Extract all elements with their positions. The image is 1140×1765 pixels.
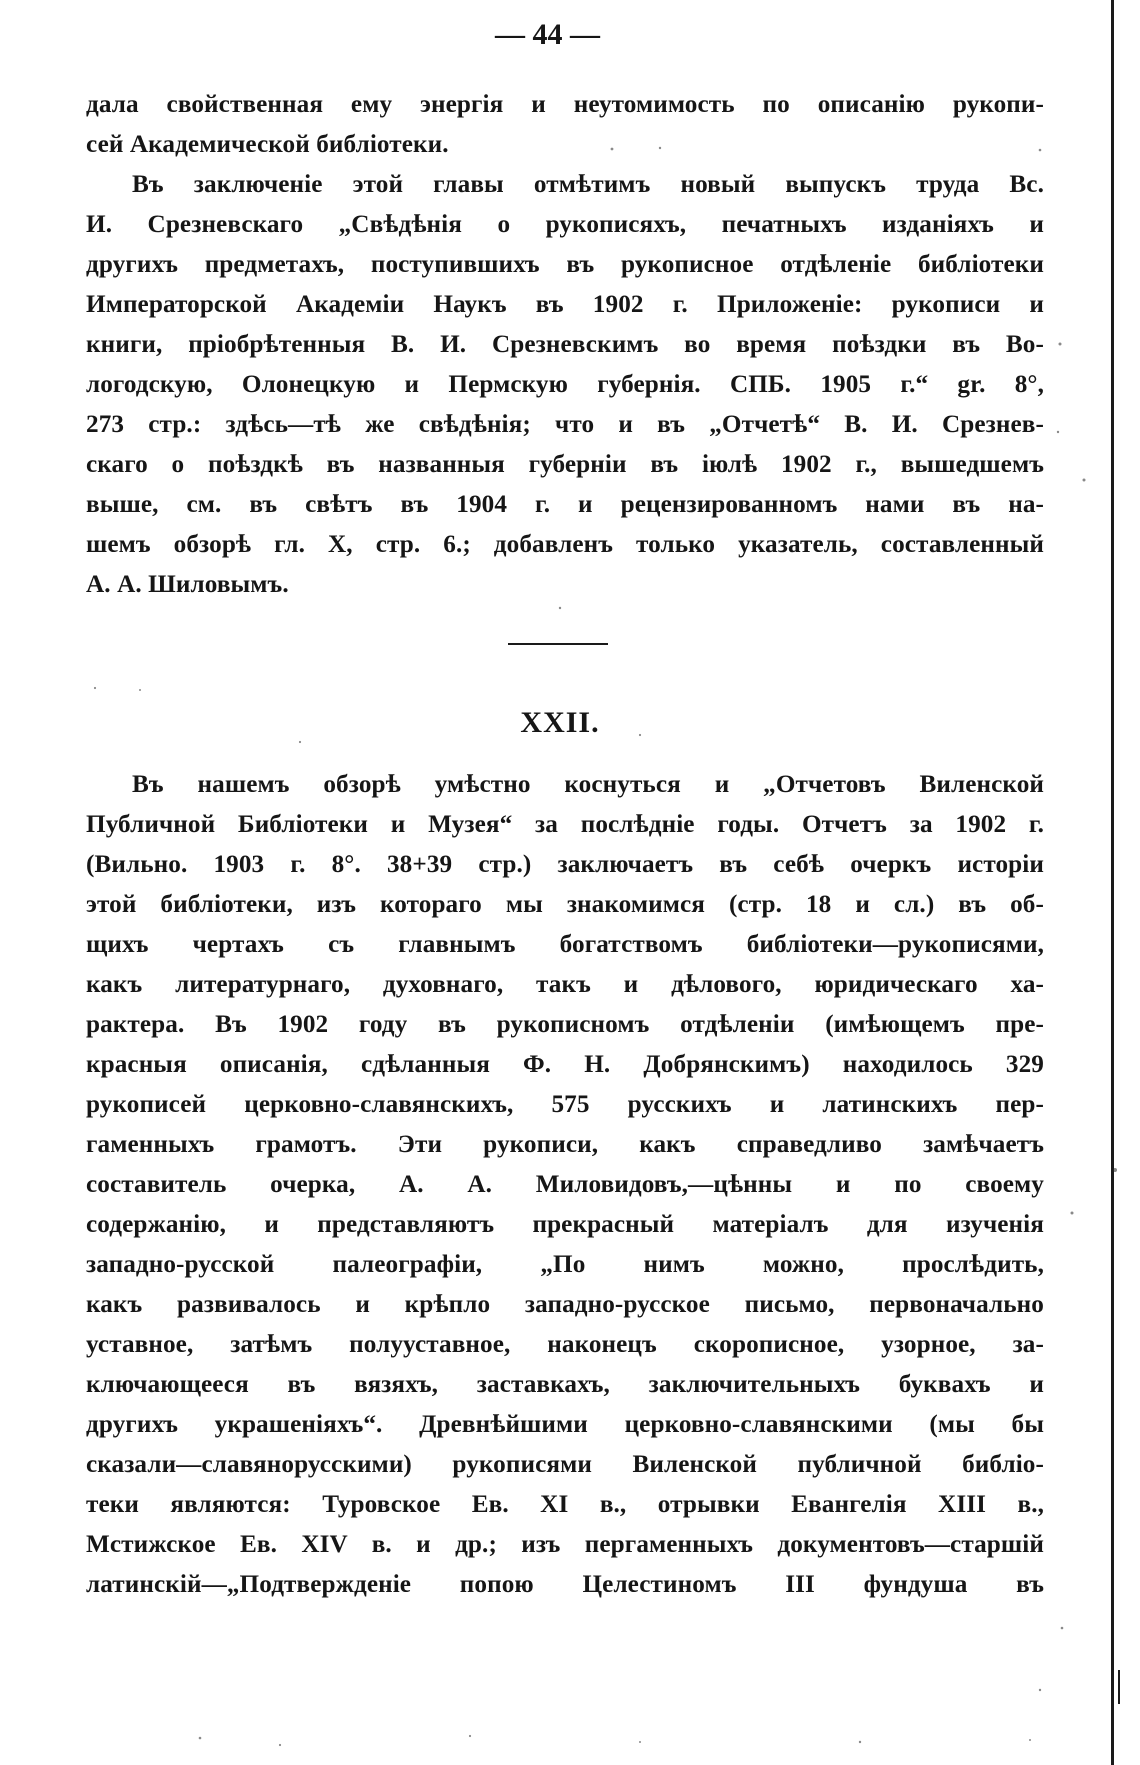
text-line: уставное, затѣмъ полууставное, наконецъ скорописное, узорное, за- (86, 1331, 1044, 1358)
section-heading: XXII. (520, 706, 600, 739)
text-line: шемъ обзорѣ гл. X, стр. 6.; добавленъ только указатель, составленный (86, 531, 1044, 558)
text-line: другихъ предметахъ, поступившихъ въ рукописное отдѣленіе библіотеки (86, 251, 1044, 278)
text-line: скаго о поѣздкѣ въ названныя губерніи въ іюлѣ 1902 г., вышедшемъ (86, 451, 1044, 478)
text-line: дала свойственная ему энергія и неутомимость по описанію рукопи- (86, 91, 1044, 118)
text-line: какъ развивалось и крѣпло западно-русское письмо, первоначально (86, 1291, 1044, 1318)
text-line: латинскій—„Подтвержденіе попою Целестиномъ III фундуша въ (86, 1571, 1044, 1598)
text-line: сей Академической библіотеки. (86, 131, 449, 158)
text-line: какъ литературнаго, духовнаго, такъ и дѣлового, юридическаго ха- (86, 971, 1044, 998)
section-separator-rule (508, 643, 608, 645)
text-line: рактера. Въ 1902 году въ рукописномъ отдѣленіи (имѣющемъ пре- (86, 1011, 1044, 1038)
text-line: выше, см. въ свѣтъ въ 1904 г. и рецензированномъ нами въ на- (86, 491, 1044, 518)
text-line: гаменныхъ грамотъ. Эти рукописи, какъ справедливо замѣчаетъ (86, 1131, 1044, 1158)
text-line: (Вильно. 1903 г. 8°. 38+39 стр.) заключаетъ въ себѣ очеркъ исторіи (86, 851, 1044, 878)
text-line: другихъ украшеніяхъ“. Древнѣйшими церковно-славянскими (мы бы (86, 1411, 1044, 1438)
text-line: Въ нашемъ обзорѣ умѣстно коснуться и „Отчетовъ Виленской (132, 771, 1044, 798)
text-line: составитель очерка, А. А. Миловидовъ,—цѣнны и по своему (86, 1171, 1044, 1198)
text-line: И. Срезневскаго „Свѣдѣнія о рукописяхъ, печатныхъ изданіяхъ и (86, 211, 1044, 238)
text-line: Публичной Библіотеки и Музея“ за послѣдніе годы. Отчетъ за 1902 г. (86, 811, 1044, 838)
text-line: А. А. Шиловымъ. (86, 571, 289, 598)
text-line: щихъ чертахъ съ главнымъ богатствомъ библіотеки—рукописями, (86, 931, 1044, 958)
text-line: Мстижское Ев. XIV в. и др.; изъ пергаменныхъ документовъ—старшій (86, 1531, 1044, 1558)
text-line: книги, пріобрѣтенныя В. И. Срезневскимъ во время поѣздки въ Во- (86, 331, 1044, 358)
text-line: логодскую, Олонецкую и Пермскую губернія. СПБ. 1905 г.“ gr. 8°, (86, 371, 1044, 398)
text-line: западно-русской палеографіи, „По нимъ можно, прослѣдить, (86, 1251, 1044, 1278)
text-line: сказали—славянорусскими) рукописями Виленской публичной библіо- (86, 1451, 1044, 1478)
text-line: Въ заключеніе этой главы отмѣтимъ новый выпускъ труда Вс. (132, 171, 1044, 198)
section-22-body (86, 765, 1044, 1605)
page-number: — 44 — (495, 18, 600, 51)
text-line: красныя описанія, сдѣланныя Ф. Н. Добрянскимъ) находилось 329 (86, 1051, 1044, 1078)
text-line: этой библіотеки, изъ котораго мы знакомимся (стр. 18 и сл.) въ об- (86, 891, 1044, 918)
text-line: содержанію, и представляютъ прекрасный матеріалъ для изученія (86, 1211, 1044, 1238)
text-line: Императорской Академіи Наукъ въ 1902 г. Приложеніе: рукописи и (86, 291, 1044, 318)
text-line: 273 стр.: здѣсь—тѣ же свѣдѣнія; что и въ „Отчетѣ“ В. И. Срезнев- (86, 411, 1044, 438)
page-edge-line (1111, 0, 1114, 1765)
text-line: теки являются: Туровское Ев. XI в., отрывки Евангелія XIII в., (86, 1491, 1044, 1518)
text-line: рукописей церковно-славянскихъ, 575 русскихъ и латинскихъ пер- (86, 1091, 1044, 1118)
text-line: ключающееся въ вязяхъ, заставкахъ, заключительныхъ буквахъ и (86, 1371, 1044, 1398)
section-21-continuation (86, 85, 1044, 605)
